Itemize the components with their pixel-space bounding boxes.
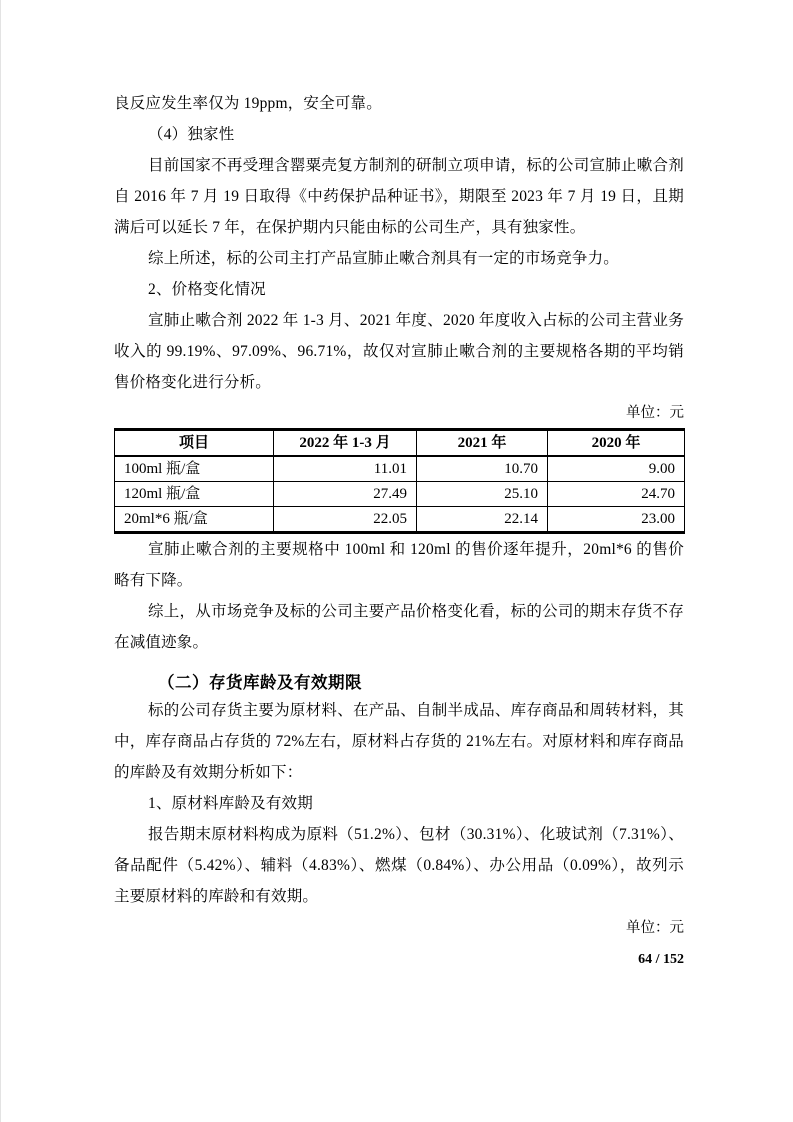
price-analysis: 宣肺止嗽合剂的主要规格中 100ml 和 120ml 的售价逐年提升，20ml*6 的售价略有下降。 [114,541,684,589]
cell-2021: 10.70 [417,456,548,482]
price-table [114,428,685,534]
raw-material-composition: 报告期末原材料构成为原料（51.2%）、包材（30.31%）、化玻试剂（7.31%）、备品配件（5.42%）、辅料（4.83%）、燃煤（0.84%）、办公用品（0.09%），故列示主要原材料的库龄和有效期。 [114,826,684,905]
continuation-line: 良反应发生率仅为 19ppm，安全可靠。 [114,95,382,112]
table-row-20ml6 [115,507,685,533]
competitiveness-summary: 综上所述，标的公司主打产品宣肺止嗽合剂具有一定的市场竞争力。 [148,250,620,267]
price-section-heading: 2、价格变化情况 [148,281,266,298]
cell-item: 120ml 瓶/盒 [115,482,274,507]
cell-2021: 22.14 [417,507,548,533]
header-2022: 2022 年 1-3 月 [274,430,417,457]
cell-2020: 23.00 [548,507,685,533]
inventory-overview: 标的公司存货主要为原材料、在产品、自制半成品、库存商品和周转材料，其中，库存商品占存货的 72%左右，原材料占存货的 21%左右。对原材料和库存商品的库龄及有效期分析如下： [114,702,684,781]
inventory-section-heading: （二）存货库龄及有效期限 [158,674,362,692]
cell-item: 20ml*6 瓶/盒 [115,507,274,533]
raw-material-heading: 1、原材料库龄及有效期 [148,795,313,812]
impairment-conclusion: 综上，从市场竞争及标的公司主要产品价格变化看，标的公司的期末存货不存在减值迹象。 [114,603,684,651]
cell-2022: 22.05 [274,507,417,533]
header-item: 项目 [115,430,274,457]
item4-body: 目前国家不再受理含罂粟壳复方制剂的研制立项申请，标的公司宣肺止嗽合剂自 2016 年 7 月 19 日取得《中药保护品种证书》，期限至 2023 年 7 月 19 日，且期满后可以延长 7 年，在保护期内只能由标的公司生产，具有独家性。 [114,157,684,236]
cell-2020: 9.00 [548,456,685,482]
cell-2021: 25.10 [417,482,548,507]
item4-heading: （4）独家性 [148,126,235,143]
header-2020: 2020 年 [548,430,685,457]
cell-2022: 11.01 [274,456,417,482]
cell-2020: 24.70 [548,482,685,507]
unit-label-top: 单位：元 [626,405,684,421]
page-content [114,0,684,968]
page-number: 64 / 152 [638,952,684,967]
header-2021: 2021 年 [417,430,548,457]
price-table-header-row [115,430,685,457]
price-intro: 宣肺止嗽合剂 2022 年 1-3 月、2021 年度、2020 年度收入占标的公司主营业务收入的 99.19%、97.09%、96.71%，故仅对宣肺止嗽合剂的主要规格各期的平均销售价格变化进行分析。 [114,312,684,391]
table-row-120ml [115,482,685,507]
unit-label-bottom: 单位：元 [626,920,684,936]
table-row-100ml [115,456,685,482]
cell-2022: 27.49 [274,482,417,507]
cell-item: 100ml 瓶/盒 [115,456,274,482]
